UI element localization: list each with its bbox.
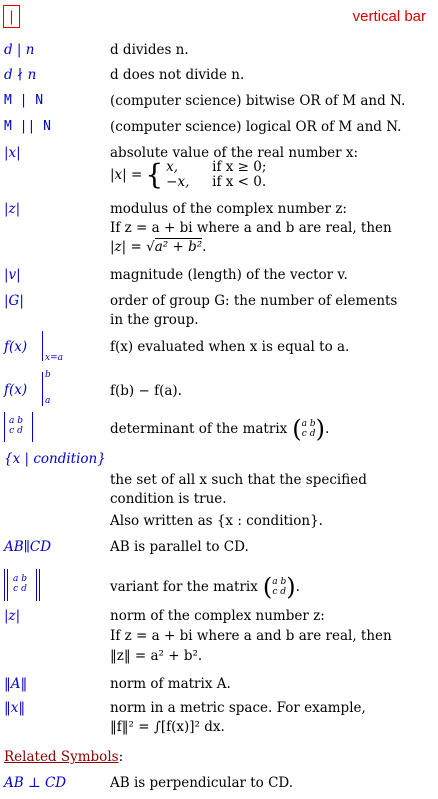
abs-symbol: |x| — [4, 145, 21, 161]
determinant-desc: determinant of the matrix — [110, 420, 288, 437]
page-title: vertical bar — [352, 8, 426, 25]
modulus-formula-end: . — [202, 239, 207, 255]
abs-case1-val: x, — [166, 159, 179, 175]
norm-matrix-desc: norm of matrix A. — [110, 676, 231, 692]
not-divides-desc: d does not divide n. — [110, 67, 245, 83]
var-desc-m21: c — [272, 587, 278, 597]
modulus-formula — [110, 239, 206, 256]
symbol-glyph: | — [9, 8, 14, 25]
var-m22: d — [21, 584, 27, 594]
det-desc-matrix — [302, 419, 316, 439]
det-m22: d — [17, 426, 23, 436]
variant-desc: variant for the matrix — [110, 578, 258, 595]
variant-desc-line — [110, 575, 300, 599]
left-paren-icon: ( — [292, 415, 302, 443]
logical-or-desc: (computer science) logical OR of M and N. — [110, 119, 402, 135]
var-desc-m22: d — [280, 587, 287, 597]
var-m12: b — [21, 574, 28, 584]
var-m21: c — [13, 584, 19, 594]
symbol-box — [3, 5, 20, 28]
var-desc-m11: a — [272, 577, 278, 587]
left-brace-icon: { — [145, 158, 164, 191]
det-left-bar — [4, 412, 5, 442]
variant-right-paren-icon: ) — [286, 573, 296, 601]
modulus-radicand: a² + b² — [154, 239, 203, 255]
norm-complex-desc3: ‖z‖ = a² + b². — [110, 648, 203, 664]
divides-desc: d divides n. — [110, 42, 189, 58]
var-desc-m12: b — [280, 577, 287, 587]
set-desc3: Also written as {x : condition}. — [110, 513, 323, 529]
perp-desc: AB is perpendicular to CD. — [110, 775, 294, 791]
evaluated-desc: f(x) evaluated when x is equal to a. — [110, 339, 350, 355]
evaluated-sub: x=a — [45, 353, 63, 363]
norm-metric-symbol: ‖x‖ — [4, 700, 26, 716]
norm-complex-desc2: If z = a + bi where a and b are real, then — [110, 628, 392, 644]
difference-sup: b — [45, 370, 51, 380]
perp-symbol: AB ⊥ CD — [4, 775, 67, 791]
logical-or-symbol: M || N — [4, 119, 51, 134]
determinant-desc-line — [110, 417, 329, 441]
difference-sub: a — [45, 396, 51, 406]
modulus-desc2: If z = a + bi where a and b are real, then — [110, 220, 392, 236]
variant-left-bars — [4, 569, 8, 601]
determinant-symbol — [4, 412, 34, 442]
abs-desc: absolute value of the real number x: — [110, 145, 359, 161]
variant-desc-matrix — [272, 577, 286, 597]
variant-right-bars — [36, 569, 40, 601]
sqrt-icon: √ — [146, 239, 155, 255]
norm-matrix-symbol: ‖A‖ — [4, 676, 28, 692]
det-right-bar — [32, 412, 33, 442]
abs-case2-cond: if x < 0. — [212, 174, 267, 190]
abs-case2-val: −x, — [166, 174, 190, 190]
parallel-symbol: AB∥CD — [4, 539, 52, 555]
det-desc-m12: b — [309, 419, 316, 429]
det-m21: c — [9, 426, 15, 436]
det-desc-m11: a — [301, 419, 307, 429]
divides-symbol: d | n — [4, 42, 35, 58]
modulus-symbol: |z| — [4, 201, 21, 217]
order-symbol: |G| — [4, 293, 24, 309]
variant-period: . — [295, 578, 300, 595]
det-m11: a — [9, 416, 15, 426]
magnitude-symbol: |v| — [4, 267, 21, 283]
det-matrix — [9, 416, 23, 436]
det-desc-m22: d — [309, 429, 316, 439]
variant-symbol — [4, 569, 42, 601]
difference-desc: f(b) − f(a). — [110, 383, 182, 399]
order-desc2: in the group. — [110, 312, 199, 328]
parallel-desc: AB is parallel to CD. — [110, 539, 249, 555]
det-period: . — [325, 420, 330, 437]
norm-complex-symbol: |z| — [4, 608, 21, 624]
abs-formula — [110, 160, 266, 190]
order-desc1: order of group G: the number of elements — [110, 293, 398, 309]
related-symbols-heading — [4, 749, 123, 765]
difference-bar — [42, 372, 43, 406]
difference-fx: f(x) — [4, 382, 28, 398]
abs-case1-cond: if x ≥ 0; — [212, 159, 267, 175]
modulus-desc1: modulus of the complex number z: — [110, 201, 347, 217]
not-divides-symbol: d ∤ n — [4, 67, 37, 83]
set-desc2: condition is true. — [110, 491, 227, 507]
abs-cases — [166, 160, 266, 190]
det-desc-m21: c — [301, 429, 307, 439]
set-symbol: {x | condition} — [4, 451, 106, 467]
variant-matrix — [13, 574, 27, 594]
modulus-formula-lhs: |z| = — [110, 239, 147, 255]
set-desc1: the set of all x such that the specified — [110, 472, 367, 488]
abs-formula-lhs: |x| = — [110, 166, 143, 183]
related-symbols-link[interactable]: Related Symbols — [4, 749, 119, 765]
det-m12: b — [17, 416, 24, 426]
right-paren-icon: ) — [315, 415, 326, 443]
var-m11: a — [13, 574, 19, 584]
norm-metric-desc2: ‖f‖² = ∫[f(x)]² dx. — [110, 719, 225, 735]
evaluated-bar — [42, 331, 43, 361]
norm-metric-desc1: norm in a metric space. For example, — [110, 700, 366, 716]
bitwise-or-symbol: M | N — [4, 93, 44, 108]
evaluated-fx: f(x) — [4, 339, 28, 355]
norm-complex-desc1: norm of the complex number z: — [110, 608, 325, 624]
variant-left-paren-icon: ( — [262, 573, 273, 601]
bitwise-or-desc: (computer science) bitwise OR of M and N. — [110, 93, 406, 109]
magnitude-desc: magnitude (length) of the vector v. — [110, 267, 348, 283]
related-colon: : — [118, 749, 124, 765]
